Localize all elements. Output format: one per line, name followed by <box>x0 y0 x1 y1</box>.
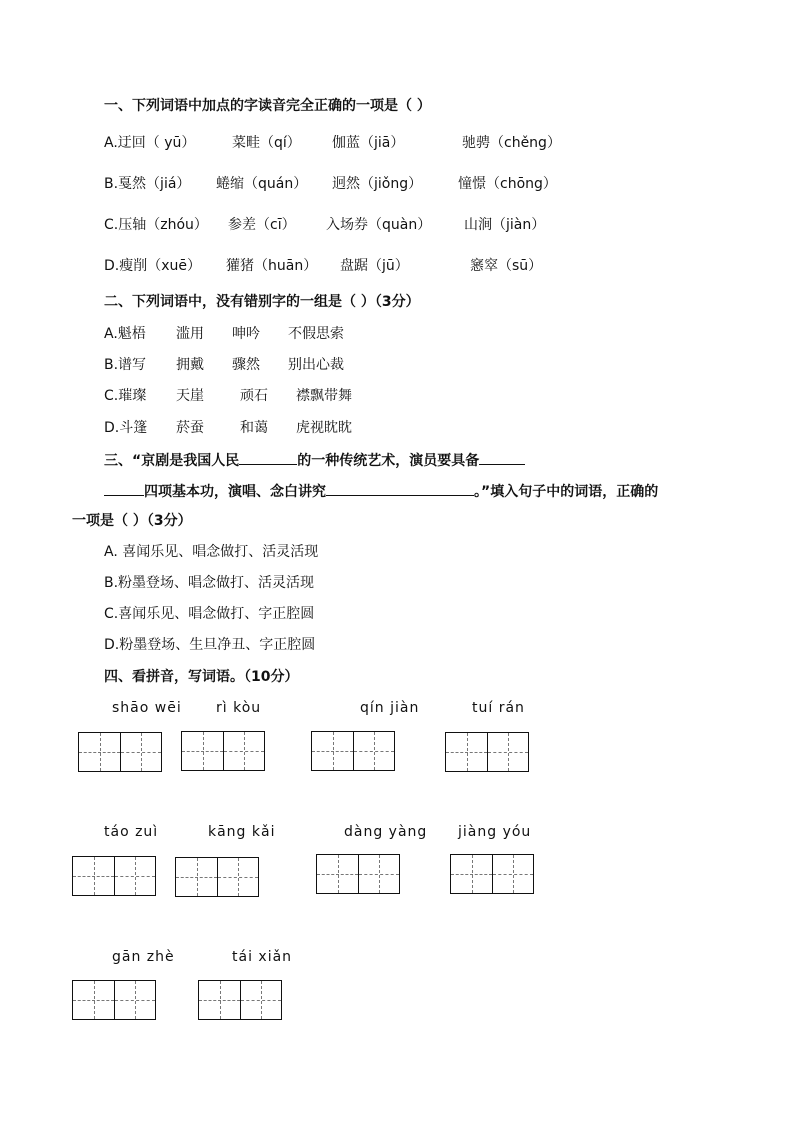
pinyin-label: rì kòu <box>216 700 262 716</box>
pinyin-label: tái xiǎn <box>232 949 293 965</box>
option-word: 拥戴 <box>176 357 204 373</box>
option-word: B.戛然（jiá） <box>104 176 191 192</box>
option-word: 滥用 <box>176 326 204 342</box>
option-word: 伽蓝（jiā） <box>332 135 405 151</box>
tian-grid-answer[interactable] <box>311 731 395 771</box>
q1-title: 一、下列词语中加点的字读音完全正确的一项是（ ） <box>104 98 431 114</box>
option-word: 蜷缩（quán） <box>216 176 308 192</box>
option-word: 别出心裁 <box>288 357 344 373</box>
option-word: 菸蚕 <box>176 420 204 436</box>
q3-line1 <box>104 450 525 471</box>
option-word: 顽石 <box>240 388 268 404</box>
q3-text: 。”填入句子中的词语，正确的 <box>474 484 659 500</box>
q2-title: 二、下列词语中，没有错别字的一组是（ ）（3分） <box>104 294 420 310</box>
tian-grid-answer[interactable] <box>198 980 282 1020</box>
option-word: 不假思索 <box>288 326 344 342</box>
q3-option-d: D.粉墨登场、生旦净丑、字正腔圆 <box>104 637 316 653</box>
option-word: 驰骋（chěng） <box>462 135 561 151</box>
option-word: A.迂回（ yū） <box>104 135 196 151</box>
tian-grid-answer[interactable] <box>175 857 259 897</box>
option-word: 骤然 <box>232 357 260 373</box>
option-word: A.魁梧 <box>104 326 146 342</box>
answer-blank[interactable] <box>239 450 297 465</box>
option-word: C.璀璨 <box>104 388 147 404</box>
pinyin-label: kāng kǎi <box>208 824 276 840</box>
q3-option-b: B.粉墨登场、唱念做打、活灵活现 <box>104 575 315 591</box>
option-word: 襟飘带舞 <box>296 388 352 404</box>
option-word: 獾猪（huān） <box>226 258 318 274</box>
q4-title: 四、看拼音，写词语。（10分） <box>104 669 299 685</box>
option-word: D.瘦削（xuē） <box>104 258 202 274</box>
q3-option-a: A. 喜闻乐见、唱念做打、活灵活现 <box>104 544 319 560</box>
pinyin-label: jiàng yóu <box>458 824 532 840</box>
answer-blank[interactable] <box>326 481 474 496</box>
answer-blank[interactable] <box>479 450 525 465</box>
option-word: 窸窣（sū） <box>470 258 543 274</box>
answer-blank[interactable] <box>104 481 144 496</box>
pinyin-label: dàng yàng <box>344 824 428 840</box>
option-word: D.斗篷 <box>104 420 148 436</box>
option-word: 呻吟 <box>232 326 260 342</box>
pinyin-label: gān zhè <box>112 949 175 965</box>
tian-grid-answer[interactable] <box>445 732 529 772</box>
q3-text: 四项基本功，演唱、念白讲究 <box>144 484 326 500</box>
pinyin-label: táo zuì <box>104 824 159 840</box>
pinyin-label: tuí rán <box>472 700 525 716</box>
option-word: 和蔼 <box>240 420 268 436</box>
option-word: 菜畦（qí） <box>232 135 301 151</box>
option-word: 盘踞（jū） <box>340 258 409 274</box>
option-word: 天崖 <box>176 388 204 404</box>
q3-option-c: C.喜闻乐见、唱念做打、字正腔圆 <box>104 606 315 622</box>
tian-grid-answer[interactable] <box>78 732 162 772</box>
option-word: 虎视眈眈 <box>296 420 352 436</box>
option-word: 憧憬（chōng） <box>458 176 557 192</box>
pinyin-label: shāo wēi <box>112 700 182 716</box>
tian-grid-answer[interactable] <box>181 731 265 771</box>
q3-line2 <box>104 481 658 502</box>
q3-text: 的一种传统艺术，演员要具备 <box>297 453 480 469</box>
tian-grid-answer[interactable] <box>72 856 156 896</box>
pinyin-label: qín jiàn <box>360 700 420 716</box>
option-word: 山涧（jiàn） <box>464 217 546 233</box>
option-word: 迥然（jiǒng） <box>332 176 423 192</box>
q3-text: 三、“京剧是我国人民 <box>104 453 240 469</box>
option-word: B.谱写 <box>104 357 147 373</box>
option-word: 参差（cī） <box>228 217 296 233</box>
tian-grid-answer[interactable] <box>450 854 534 894</box>
tian-grid-answer[interactable] <box>316 854 400 894</box>
tian-grid-answer[interactable] <box>72 980 156 1020</box>
q3-line3: 一项是（ ）（3分） <box>72 513 192 529</box>
option-word: 入场券（quàn） <box>326 217 432 233</box>
option-word: C.压轴（zhóu） <box>104 217 208 233</box>
